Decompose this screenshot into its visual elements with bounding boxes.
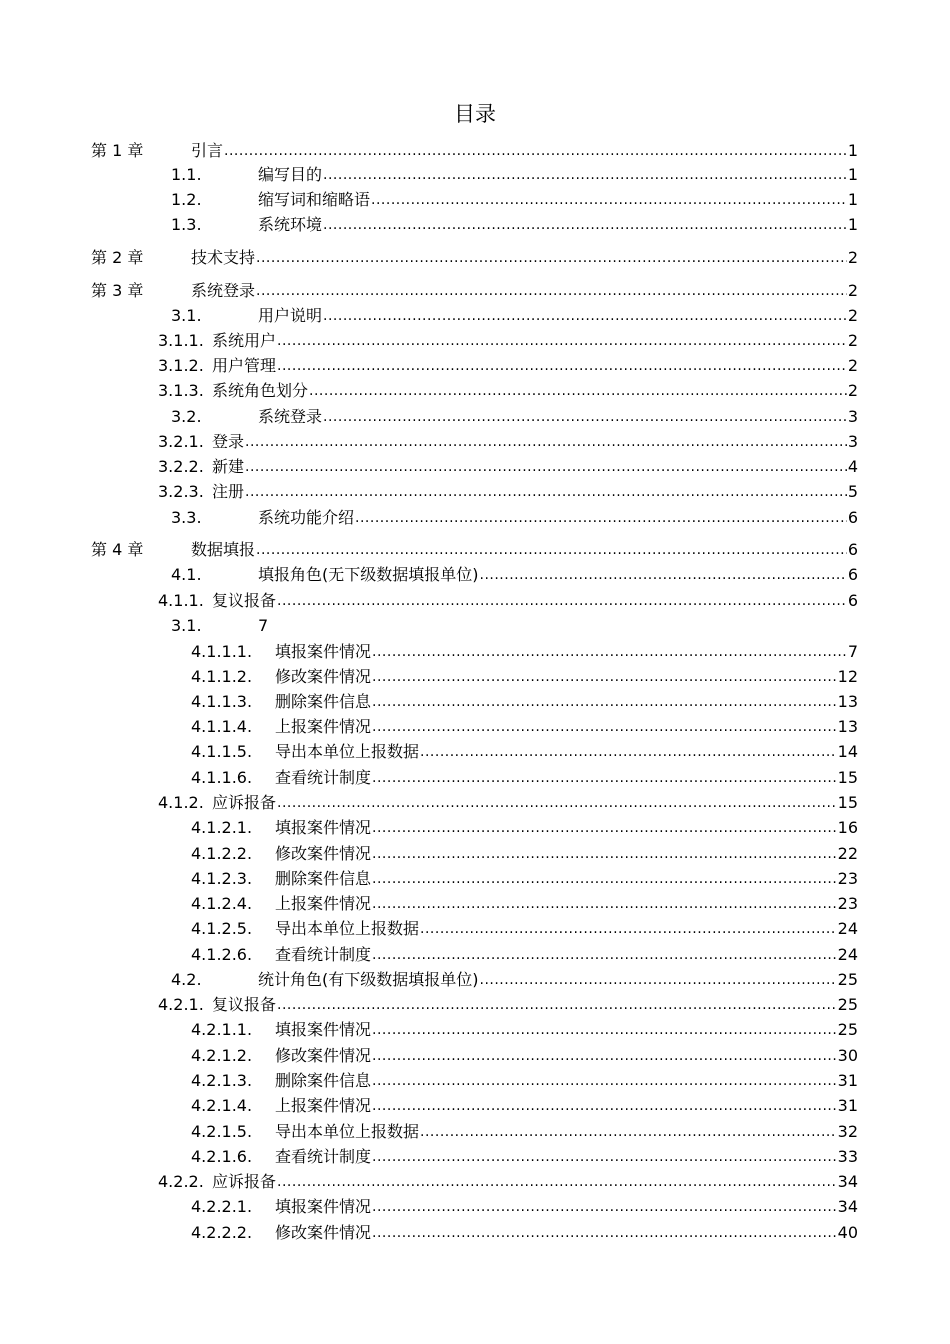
toc-entry-item[interactable] — [191, 688, 858, 713]
entry-text: 上报案件情况 — [275, 717, 372, 736]
entry-page: 34 — [837, 1172, 858, 1191]
entry-page: 25 — [837, 970, 858, 989]
toc-entry-subsection[interactable] — [158, 478, 858, 503]
entry-number: 1.3. — [171, 215, 202, 234]
entry-number: 第 1 章 — [91, 141, 144, 160]
dot-leader — [245, 431, 847, 453]
toc-entry-section[interactable] — [171, 612, 471, 637]
dot-leader — [372, 666, 837, 688]
entry-number: 4.1.2.6. — [191, 945, 253, 964]
dot-leader — [420, 1121, 837, 1143]
entry-text: 统计角色(有下级数据填报单位) — [258, 970, 479, 989]
toc-entry-item[interactable] — [191, 713, 858, 738]
entry-text: 填报案件情况 — [275, 1197, 372, 1216]
entry-page: 6 — [847, 565, 858, 584]
entry-number: 3.1.2. — [158, 356, 204, 375]
toc-entry-section[interactable] — [171, 966, 858, 991]
entry-text: 导出本单位上报数据 — [275, 1122, 420, 1141]
entry-page: 24 — [837, 919, 858, 938]
toc-entry-item[interactable] — [191, 840, 858, 865]
entry-text: 注册 — [212, 482, 245, 501]
toc-entry-item[interactable] — [191, 663, 858, 688]
toc-entry-item[interactable] — [191, 1219, 858, 1244]
entry-page: 6 — [847, 540, 858, 559]
entry-number: 3.3. — [171, 508, 202, 527]
dot-leader — [420, 741, 837, 763]
dot-leader — [420, 918, 837, 940]
entry-number: 4.1. — [171, 565, 202, 584]
entry-number: 4.2.1.4. — [191, 1096, 253, 1115]
dot-leader — [256, 539, 847, 561]
entry-page: 23 — [837, 894, 858, 913]
entry-number: 4.1.2.5. — [191, 919, 253, 938]
entry-text: 导出本单位上报数据 — [275, 742, 420, 761]
entry-number: 4.1.2.2. — [191, 844, 253, 863]
dot-leader — [277, 792, 837, 814]
toc-entry-section[interactable] — [171, 561, 858, 586]
toc-entry-item[interactable] — [191, 738, 858, 763]
entry-number: 4.2.1.1. — [191, 1020, 253, 1039]
entry-number: 3.1.3. — [158, 381, 204, 400]
toc-title: 目录 — [454, 102, 496, 126]
toc-entry-item[interactable] — [191, 1092, 858, 1117]
entry-number: 4.1.1.3. — [191, 692, 253, 711]
entry-text: 应诉报备 — [212, 793, 277, 812]
entry-text: 上报案件情况 — [275, 1096, 372, 1115]
dot-leader — [372, 817, 837, 839]
dot-leader — [480, 969, 837, 991]
toc-entry-section[interactable] — [171, 504, 858, 529]
toc-entry-item[interactable] — [191, 941, 858, 966]
toc-entry-subsection[interactable] — [158, 789, 858, 814]
dot-leader — [256, 247, 847, 269]
toc-entry-subsection[interactable] — [158, 327, 858, 352]
entry-text: 系统登录 — [191, 281, 256, 300]
entry-page: 25 — [837, 1020, 858, 1039]
entry-number: 3.1.1. — [158, 331, 204, 350]
dot-leader — [372, 767, 837, 789]
entry-text: 导出本单位上报数据 — [275, 919, 420, 938]
entry-text: 登录 — [212, 432, 245, 451]
entry-page: 32 — [837, 1122, 858, 1141]
entry-page: 1 — [847, 190, 858, 209]
toc-entry-item[interactable] — [191, 764, 858, 789]
dot-leader — [372, 1045, 837, 1067]
entry-number: 1.1. — [171, 165, 202, 184]
entry-page: 30 — [837, 1046, 858, 1065]
entry-page: 13 — [837, 692, 858, 711]
dot-leader — [277, 590, 847, 612]
entry-page: 5 — [847, 482, 858, 501]
entry-page: 13 — [837, 717, 858, 736]
entry-page: 2 — [847, 248, 858, 267]
toc-entry-subsection[interactable] — [158, 991, 858, 1016]
entry-text: 技术支持 — [191, 248, 256, 267]
dot-leader — [372, 691, 837, 713]
entry-page: 2 — [847, 281, 858, 300]
toc-entry-item[interactable] — [191, 1042, 858, 1067]
entry-text: 系统用户 — [212, 331, 277, 350]
entry-number: 第 4 章 — [91, 540, 144, 559]
entry-page: 12 — [837, 667, 858, 686]
entry-number: 4.2.2.1. — [191, 1197, 253, 1216]
toc-entry-item[interactable] — [191, 638, 858, 663]
entry-page: 2 — [847, 381, 858, 400]
toc-entry-subsection[interactable] — [158, 377, 858, 402]
entry-number: 4.1.2.4. — [191, 894, 253, 913]
entry-page: 14 — [837, 742, 858, 761]
entry-number: 4.2.1.2. — [191, 1046, 253, 1065]
entry-number: 3.2.2. — [158, 457, 204, 476]
dot-leader — [323, 305, 847, 327]
entry-text: 修改案件情况 — [275, 1223, 372, 1242]
entry-text: 用户说明 — [258, 306, 323, 325]
dot-leader — [371, 189, 847, 211]
dot-leader — [372, 1222, 837, 1244]
toc-entry-section[interactable] — [171, 161, 858, 186]
entry-number: 4.1.1.4. — [191, 717, 253, 736]
entry-number: 4.1.2. — [158, 793, 204, 812]
toc-entry-section[interactable] — [171, 302, 858, 327]
dot-leader — [372, 868, 837, 890]
entry-number: 4.2.1.5. — [191, 1122, 253, 1141]
entry-number: 4.2.1. — [158, 995, 204, 1014]
entry-page: 16 — [837, 818, 858, 837]
entry-page: 7 — [847, 642, 858, 661]
entry-page: 31 — [837, 1071, 858, 1090]
toc-entry-item[interactable] — [191, 865, 858, 890]
dot-leader — [256, 280, 847, 302]
toc-entry-item[interactable] — [191, 814, 858, 839]
dot-leader — [372, 1019, 837, 1041]
entry-number: 3.2.1. — [158, 432, 204, 451]
toc-entry-subsection[interactable] — [158, 587, 858, 612]
entry-text: 7 — [258, 616, 269, 635]
entry-page: 6 — [847, 591, 858, 610]
dot-leader — [323, 214, 847, 236]
entry-page: 3 — [847, 407, 858, 426]
entry-page: 33 — [837, 1147, 858, 1166]
entry-number: 1.2. — [171, 190, 202, 209]
dot-leader — [372, 1070, 837, 1092]
entry-number: 4.1.1.2. — [191, 667, 253, 686]
entry-text: 填报案件情况 — [275, 1020, 372, 1039]
entry-page: 2 — [847, 331, 858, 350]
entry-number: 第 2 章 — [91, 248, 144, 267]
entry-page: 15 — [837, 768, 858, 787]
entry-text: 引言 — [191, 141, 224, 160]
entry-number: 4.2. — [171, 970, 202, 989]
entry-text: 填报角色(无下级数据填报单位) — [258, 565, 479, 584]
toc-entry-item[interactable] — [191, 1143, 858, 1168]
toc-entry-item[interactable] — [191, 1016, 858, 1041]
entry-text: 用户管理 — [212, 356, 277, 375]
dot-leader — [372, 893, 837, 915]
entry-page: 1 — [847, 141, 858, 160]
toc-entry-item[interactable] — [191, 1193, 858, 1218]
dot-leader — [277, 330, 847, 352]
entry-number: 4.1.1. — [158, 591, 204, 610]
toc-entry-item[interactable] — [191, 915, 858, 940]
entry-page: 34 — [837, 1197, 858, 1216]
toc-entry-section[interactable] — [171, 211, 858, 236]
dot-leader — [372, 1196, 837, 1218]
entry-text: 数据填报 — [191, 540, 256, 559]
entry-number: 4.2.2. — [158, 1172, 204, 1191]
dot-leader — [309, 380, 847, 402]
entry-text: 删除案件信息 — [275, 692, 372, 711]
dot-leader — [372, 843, 837, 865]
entry-page: 15 — [837, 793, 858, 812]
entry-page: 1 — [847, 165, 858, 184]
toc-entry-subsection[interactable] — [158, 453, 858, 478]
dot-leader — [372, 944, 837, 966]
dot-leader — [372, 1095, 837, 1117]
toc-entry-subsection[interactable] — [158, 352, 858, 377]
entry-text: 查看统计制度 — [275, 1147, 372, 1166]
toc-entry-item[interactable] — [191, 1067, 858, 1092]
dot-leader — [480, 564, 847, 586]
entry-page: 40 — [837, 1223, 858, 1242]
dot-leader — [224, 140, 847, 162]
entry-text: 复议报备 — [212, 591, 277, 610]
entry-text: 系统角色划分 — [212, 381, 309, 400]
entry-text: 系统环境 — [258, 215, 323, 234]
toc-entry-subsection[interactable] — [158, 1168, 858, 1193]
entry-number: 4.1.1.6. — [191, 768, 253, 787]
entry-text: 编写目的 — [258, 165, 323, 184]
dot-leader — [277, 1171, 837, 1193]
dot-leader — [372, 641, 847, 663]
entry-text: 查看统计制度 — [275, 945, 372, 964]
dot-leader — [245, 456, 847, 478]
entry-text: 修改案件情况 — [275, 844, 372, 863]
entry-text: 删除案件信息 — [275, 1071, 372, 1090]
entry-number: 4.1.2.1. — [191, 818, 253, 837]
entry-page: 2 — [847, 356, 858, 375]
entry-text: 应诉报备 — [212, 1172, 277, 1191]
entry-number: 4.2.1.3. — [191, 1071, 253, 1090]
entry-page: 22 — [837, 844, 858, 863]
dot-leader — [245, 481, 847, 503]
entry-page: 6 — [847, 508, 858, 527]
entry-text: 系统功能介绍 — [258, 508, 355, 527]
toc-entry-item[interactable] — [191, 1118, 858, 1143]
dot-leader — [323, 406, 847, 428]
entry-number: 4.1.2.3. — [191, 869, 253, 888]
entry-page: 2 — [847, 306, 858, 325]
entry-text: 修改案件情况 — [275, 1046, 372, 1065]
entry-text: 查看统计制度 — [275, 768, 372, 787]
dot-leader — [355, 507, 847, 529]
entry-text: 缩写词和缩略语 — [258, 190, 371, 209]
entry-text: 修改案件情况 — [275, 667, 372, 686]
entry-number: 3.1. — [171, 306, 202, 325]
entry-number: 4.1.1.1. — [191, 642, 253, 661]
toc-entry-chapter[interactable] — [91, 244, 858, 269]
entry-page: 3 — [847, 432, 858, 451]
toc-entry-chapter[interactable] — [91, 536, 858, 561]
entry-page: 23 — [837, 869, 858, 888]
entry-number: 4.2.1.6. — [191, 1147, 253, 1166]
entry-text: 填报案件情况 — [275, 642, 372, 661]
entry-page: 31 — [837, 1096, 858, 1115]
entry-text: 新建 — [212, 457, 245, 476]
toc-entry-chapter[interactable] — [91, 137, 858, 162]
entry-number: 3.1. — [171, 616, 202, 635]
entry-number: 4.1.1.5. — [191, 742, 253, 761]
dot-leader — [372, 1146, 837, 1168]
toc-entry-chapter[interactable] — [91, 277, 858, 302]
entry-number: 4.2.2.2. — [191, 1223, 253, 1242]
dot-leader — [277, 994, 837, 1016]
toc-entry-item[interactable] — [191, 890, 858, 915]
entry-text: 填报案件情况 — [275, 818, 372, 837]
entry-text: 复议报备 — [212, 995, 277, 1014]
entry-text: 系统登录 — [258, 407, 323, 426]
entry-page: 25 — [837, 995, 858, 1014]
dot-leader — [323, 164, 847, 186]
toc-entry-section[interactable] — [171, 186, 858, 211]
entry-number: 第 3 章 — [91, 281, 144, 300]
dot-leader — [277, 355, 847, 377]
toc-entry-section[interactable] — [171, 403, 858, 428]
entry-text: 上报案件情况 — [275, 894, 372, 913]
entry-number: 3.2. — [171, 407, 202, 426]
dot-leader — [372, 716, 837, 738]
entry-page: 4 — [847, 457, 858, 476]
entry-text: 删除案件信息 — [275, 869, 372, 888]
toc-entry-subsection[interactable] — [158, 428, 858, 453]
entry-number: 3.2.3. — [158, 482, 204, 501]
entry-page: 24 — [837, 945, 858, 964]
entry-page: 1 — [847, 215, 858, 234]
